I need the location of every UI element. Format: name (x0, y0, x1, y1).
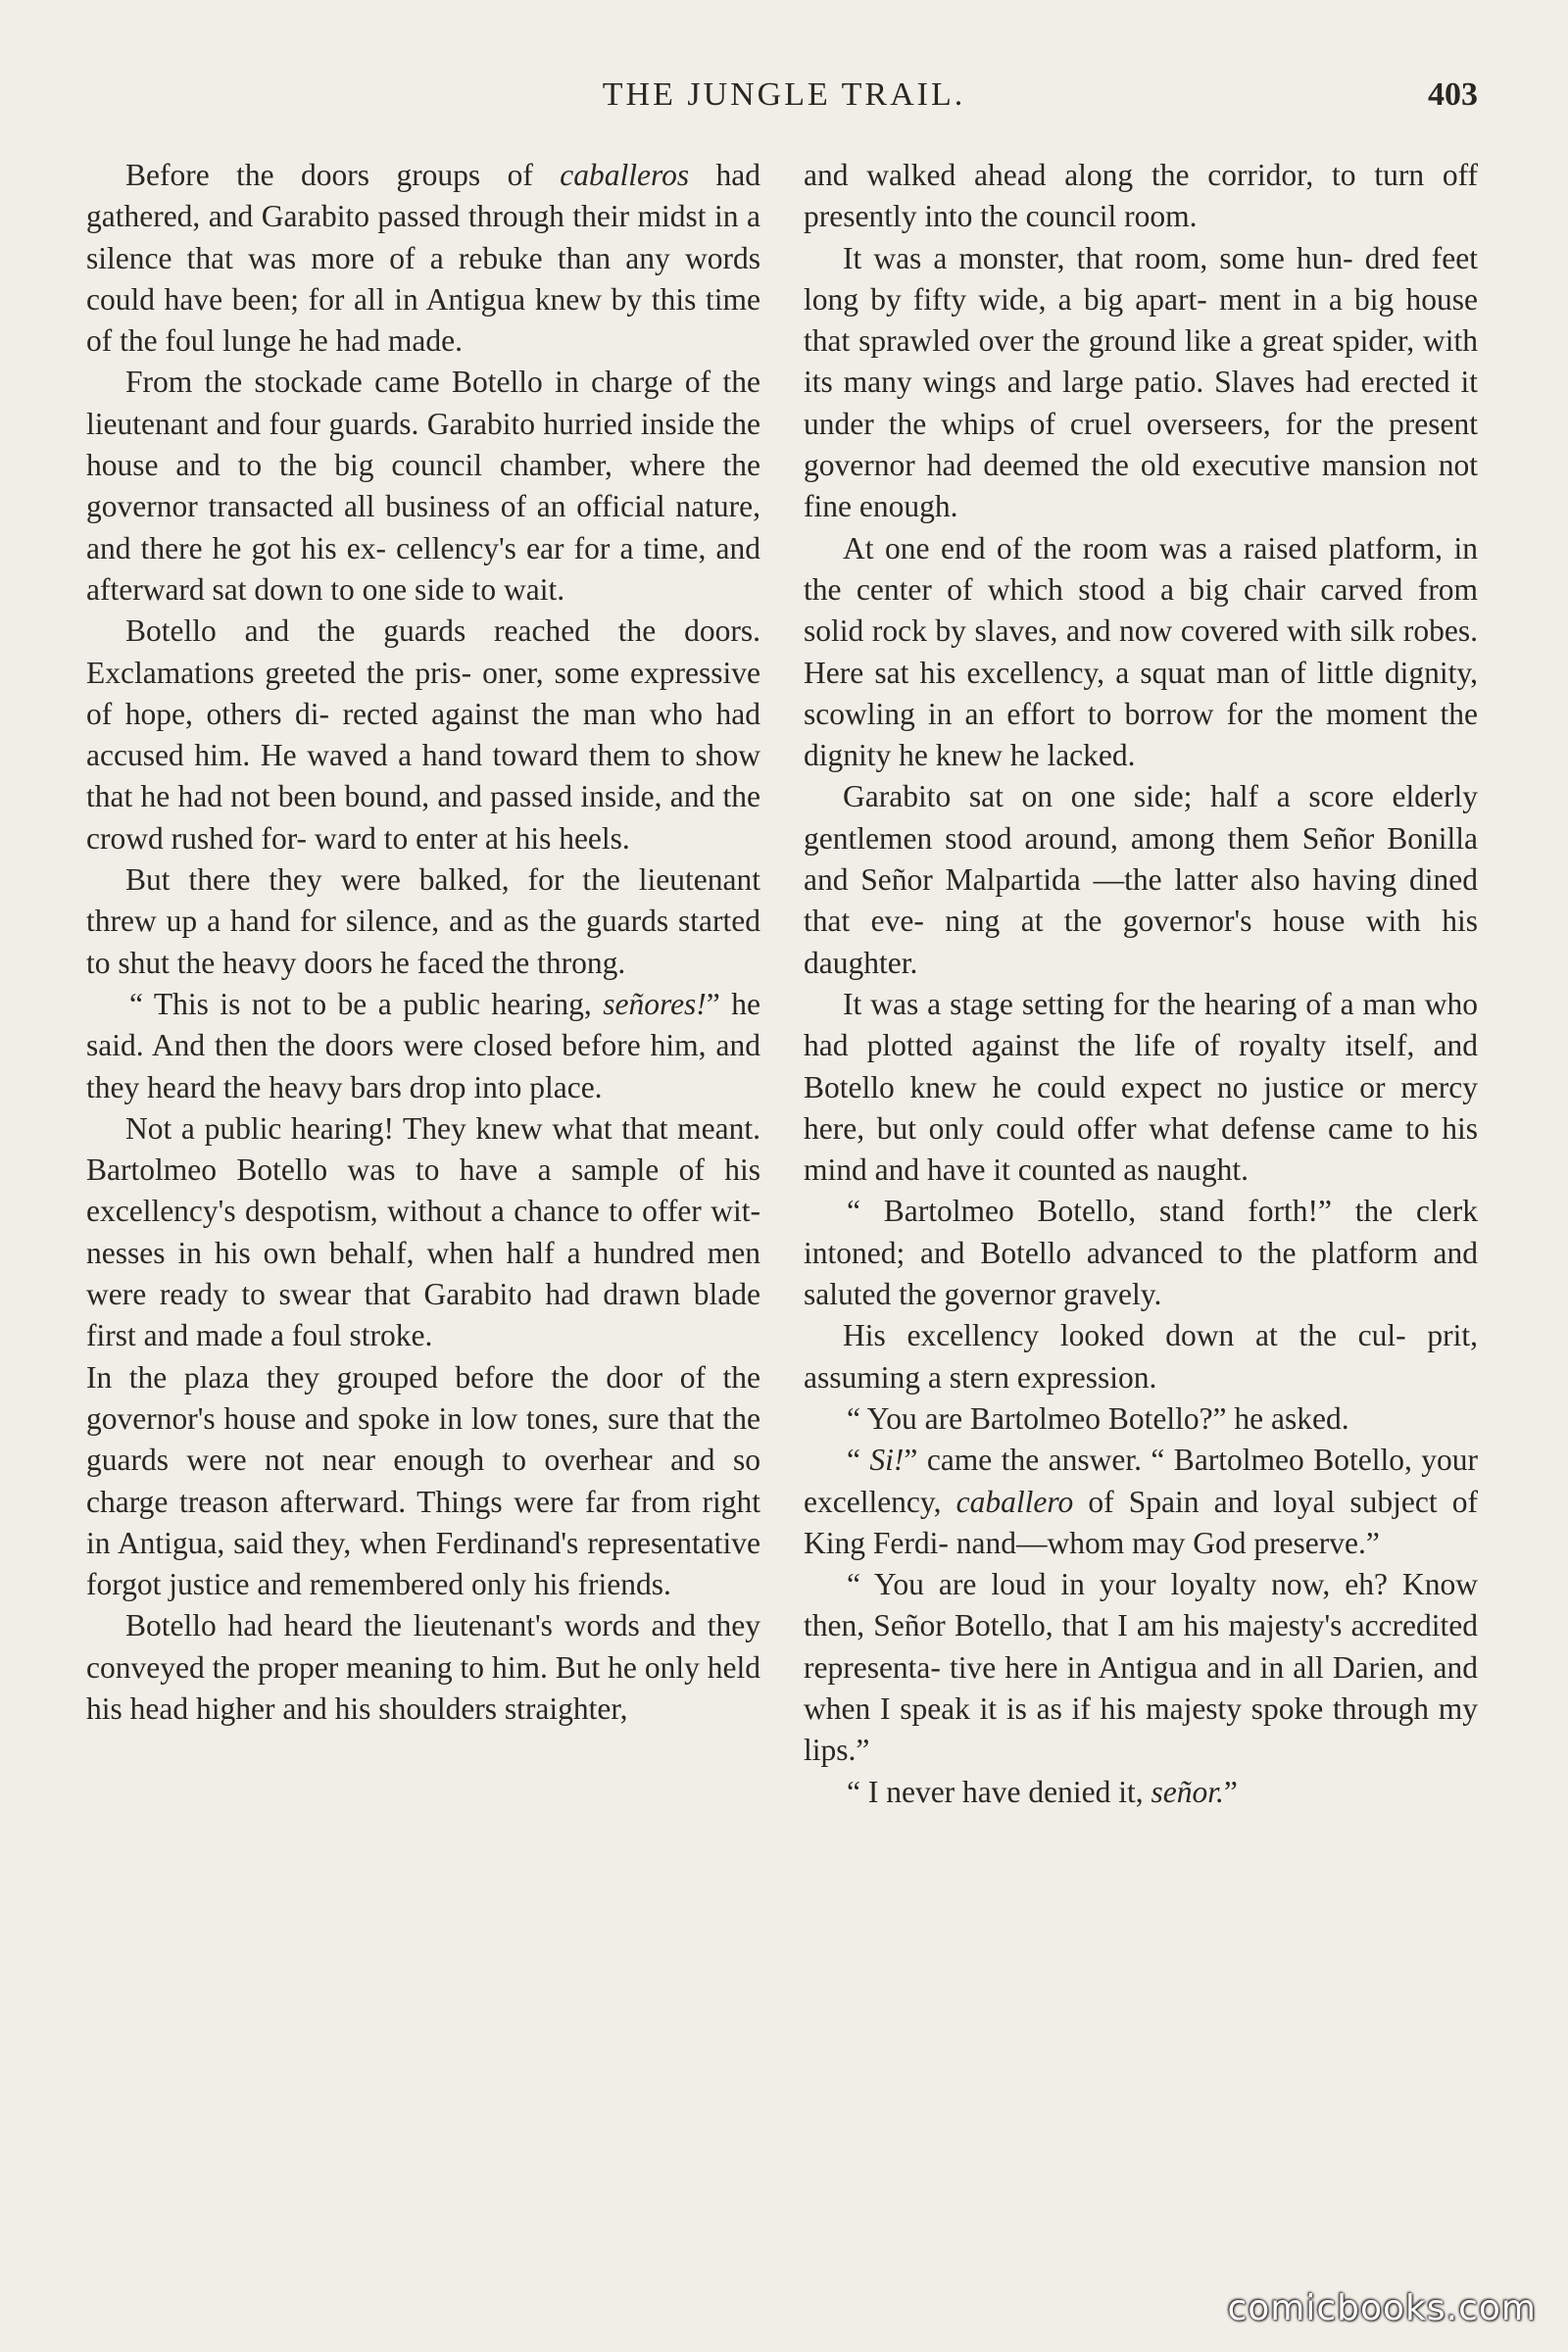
paragraph: In the plaza they grouped before the door of the governor's house and spoke in low tones, sure that the guards were not near enough to overhear and so charge treason afterward. Things were far from right in Antigua, said they, when Ferdinand's representative forgot justice and remembered only his friends. (86, 1359, 760, 1602)
paragraph: Garabito sat on one side; half a score elderly gentlemen stood around, among them Señor Bonilla and Señor Malpartida —the latter also having dined that eve- ning at the governor's house with his daughter. (804, 779, 1478, 980)
paragraph: It was a stage setting for the hearing of a man who had plotted against the life of royalty itself, and Botello knew he could expect no justice or mercy here, but only could offer what defense came to his mind and have it counted as naught. (804, 986, 1478, 1188)
paragraph: “ You are Bartolmeo Botello?” he asked. (847, 1400, 1349, 1436)
paragraph: His excellency looked down at the cul- prit, assuming a stern expression. (804, 1318, 1478, 1395)
paragraph: It was a monster, that room, some hun- dred feet long by fifty wide, a big apart- ment in a big house that sprawled over the ground like a great spider, with its many wings and large patio. Slaves had erected it under the whips of cruel overseers, for the present governor had deemed the old executive mansion not fine enough. (804, 240, 1478, 524)
paragraph: “ I never have denied it, señor.” (847, 1774, 1238, 1809)
running-head: THE JUNGLE TRAIL. (602, 76, 966, 113)
paragraph: “ Bartolmeo Botello, stand forth!” the clerk intoned; and Botello advanced to the platform and saluted the governor gravely. (804, 1194, 1478, 1312)
paragraph: “ Si!” came the answer. “ Bartolmeo Botello, your excellency, caballero of Spain and loyal subject of King Ferdi- nand—whom may God preserve.” (804, 1443, 1478, 1560)
paragraph: Botello had heard the lieutenant's words and they conveyed the proper meaning to him. But he only held his head higher and his shoulders straighter, (86, 1608, 760, 1726)
paragraph: “ You are loud in your loyalty now, eh? Know then, Señor Botello, that I am his majesty's accredited representa- tive here in Antigua and in all Darien, and when I speak it is as if his majesty spoke through my lips.” (804, 1567, 1478, 1768)
right-column (804, 155, 1478, 1813)
paragraph: At one end of the room was a raised platform, in the center of which stood a big chair carved from solid rock by slaves, and now covered with silk robes. Here sat his excellency, a squat man of little dignity, scowling in an effort to borrow for the moment the dignity he knew he lacked. (804, 530, 1478, 773)
page-header (0, 76, 1568, 127)
paragraph: Botello and the guards reached the doors. Exclamations greeted the pris- oner, some expressive of hope, others di- rected against the man who had accused him. He waved a hand toward them to show that he had not been bound, and passed inside, and the crowd rushed for- ward to enter at his heels. (86, 613, 760, 856)
paragraph: But there they were balked, for the lieutenant threw up a hand for silence, and as the guards started to shut the heavy doors he faced the throng. (86, 862, 760, 980)
page-number: 403 (1428, 76, 1478, 113)
paragraph: Before the doors groups of caballeros had gathered, and Garabito passed through their midst in a silence that was more of a rebuke than any words could have been; for all in Antigua knew by this time of the foul lunge he had made. (86, 158, 761, 359)
paragraph-continued: and walked ahead along the corridor, to turn off presently into the council room. (804, 158, 1478, 234)
watermark: comicbooks.com (1227, 2288, 1537, 2328)
left-column (86, 155, 760, 1730)
paragraph: Not a public hearing! They knew what that meant. Bartolmeo Botello was to have a sample of his excellency's despotism, without a chance to offer wit- nesses in his own behalf, when half a hundred men were ready to swear that Garabito had drawn blade first and made a foul stroke. (86, 1110, 760, 1353)
paragraph: “ This is not to be a public hearing, señores!” he said. And then the doors were closed before him, and they heard the heavy bars drop into place. (86, 986, 760, 1104)
paragraph: From the stockade came Botello in charge of the lieutenant and four guards. Garabito hurried inside the house and to the big council chamber, where the governor transacted all business of an official nature, and there he got his ex- cellency's ear for a time, and afterward sat down to one side to wait. (86, 365, 760, 607)
